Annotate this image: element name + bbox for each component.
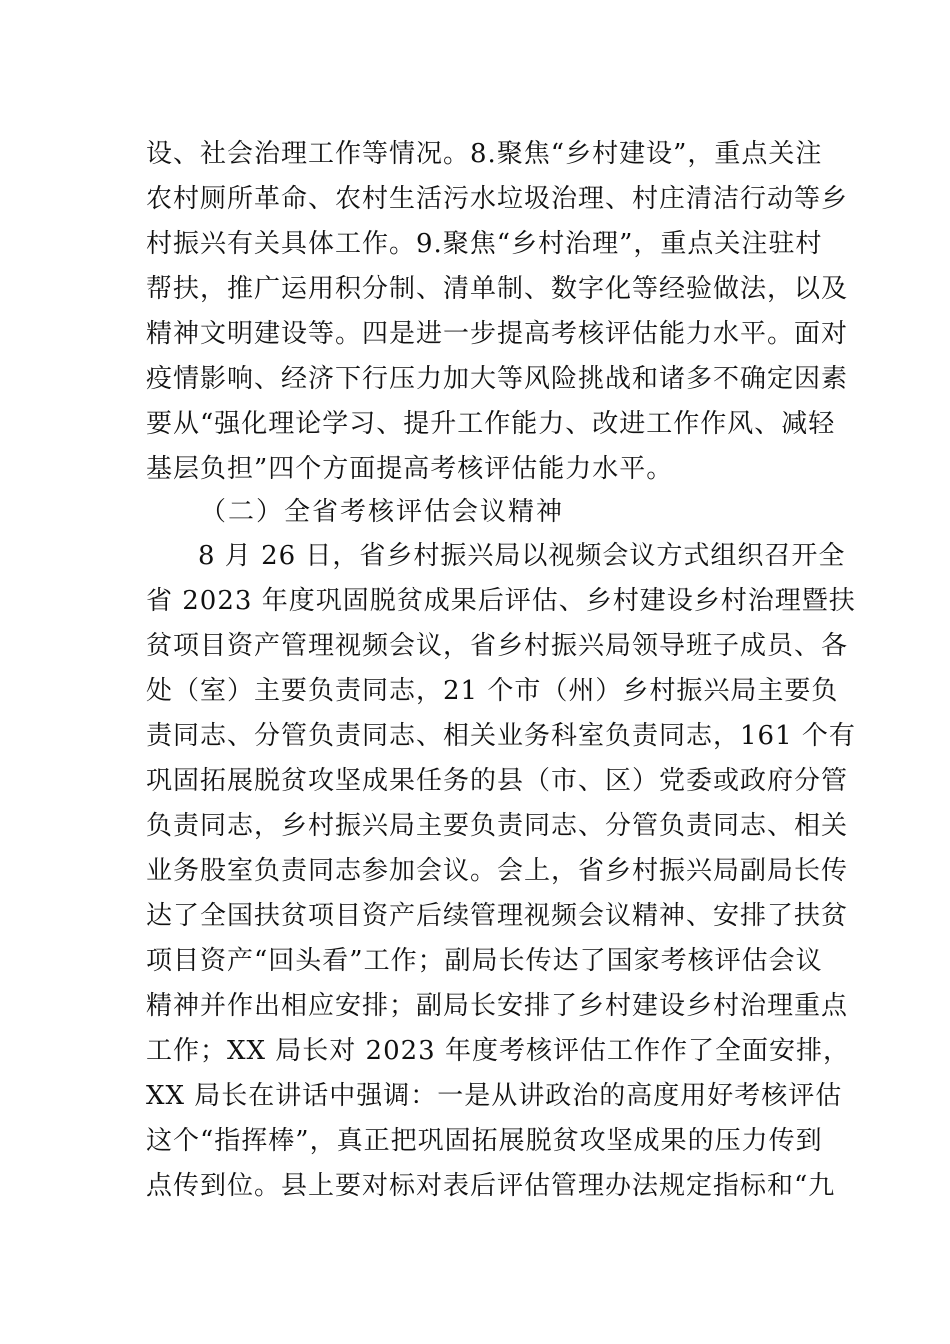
paragraph1-line-3: 村振兴有关具体工作。9.聚焦“乡村治理”，重点关注驻村 [146,229,823,259]
paragraph2-line-15: 点传到位。县上要对标对表后评估管理办法规定指标和“九 [146,1171,836,1201]
paragraph1-line-2: 农村厕所革命、农村生活污水垃圾治理、村庄清洁行动等乡 [146,184,849,214]
paragraph2-line-13: XX 局长在讲话中强调：一是从讲政治的高度用好考核评估 [146,1081,843,1111]
paragraph1-line-5: 精神文明建设等。四是进一步提高考核评估能力水平。面对 [146,319,849,349]
paragraph2-line-10: 项目资产“回头看”工作；副局长传达了国家考核评估会议 [146,946,823,976]
paragraph1-line-8: 基层负担”四个方面提高考核评估能力水平。 [146,454,674,484]
paragraph2-line-6: 巩固拓展脱贫攻坚成果任务的县（市、区）党委或政府分管 [146,766,849,796]
paragraph2-line-3: 贫项目资产管理视频会议，省乡村振兴局领导班子成员、各 [146,631,849,661]
paragraph2-line-5: 责同志、分管负责同志、相关业务科室负责同志，161 个有 [146,721,856,751]
paragraph2-line-12: 工作；XX 局长对 2023 年度考核评估工作作了全面安排， [146,1036,850,1066]
paragraph2-line-1: 8 月 26 日，省乡村振兴局以视频会议方式组织召开全 [198,541,846,571]
paragraph2-line-11: 精神并作出相应安排；副局长安排了乡村建设乡村治理重点 [146,991,849,1021]
paragraph1-line-1: 设、社会治理工作等情况。8.聚焦“乡村建设”，重点关注 [146,139,823,169]
paragraph2-line-7: 负责同志，乡村振兴局主要负责同志、分管负责同志、相关 [146,811,849,841]
paragraph2-line-9: 达了全国扶贫项目资产后续管理视频会议精神、安排了扶贫 [146,901,849,931]
paragraph2-line-14: 这个“指挥棒”，真正把巩固拓展脱贫攻坚成果的压力传到 [146,1126,823,1156]
section-heading: （二）全省考核评估会议精神 [200,497,565,527]
paragraph2-line-4: 处（室）主要负责同志，21 个市（州）乡村振兴局主要负 [146,676,839,706]
paragraph2-line-2: 省 2023 年度巩固脱贫成果后评估、乡村建设乡村治理暨扶 [146,586,856,616]
paragraph1-line-6: 疫情影响、经济下行压力加大等风险挑战和诸多不确定因素 [146,364,849,394]
paragraph2-line-8: 业务股室负责同志参加会议。会上，省乡村振兴局副局长传 [146,856,849,886]
paragraph1-line-4: 帮扶，推广运用积分制、清单制、数字化等经验做法，以及 [146,274,849,304]
paragraph1-line-7: 要从“强化理论学习、提升工作能力、改进工作作风、减轻 [146,409,836,439]
